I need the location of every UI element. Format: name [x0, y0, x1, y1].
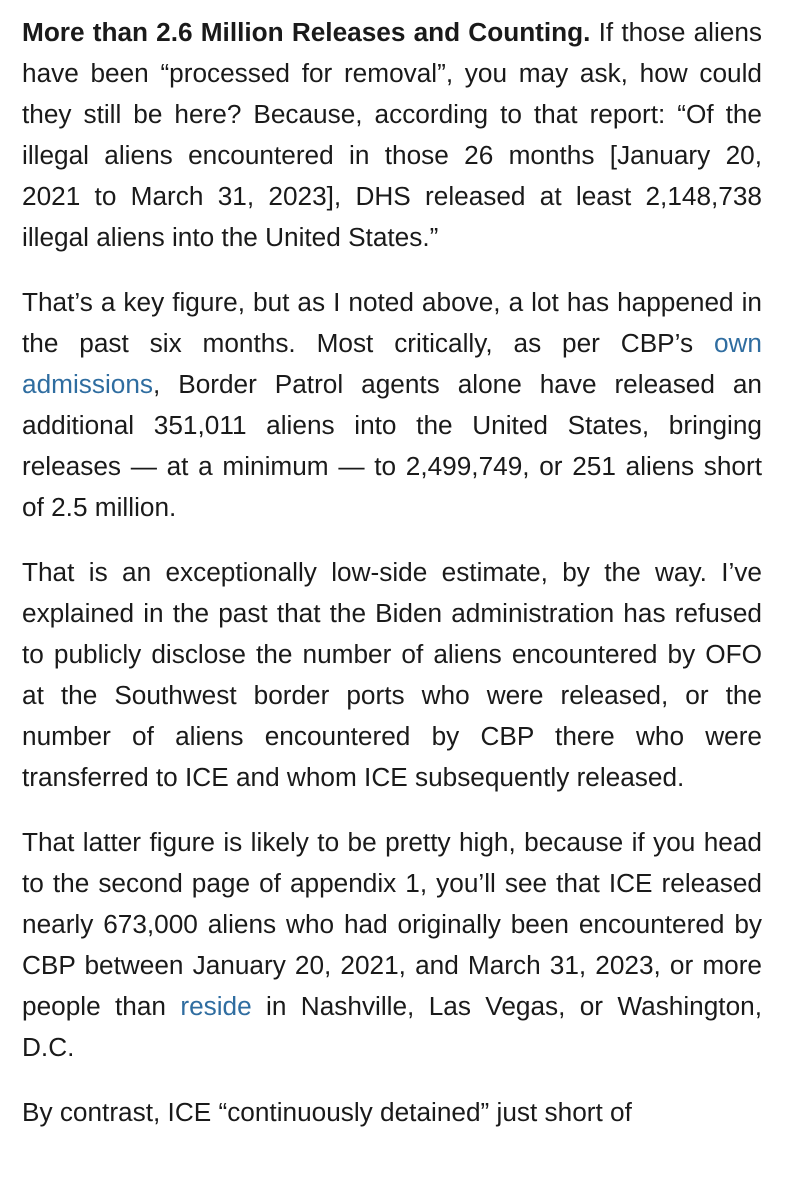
- paragraph-text: If those aliens have been “processed for removal”, you may ask, how could they still be here? Because, according to that report: “Of the illegal aliens encountered in those 26 months [January 20, 2021 to March 31, 2023], DHS released at least 2,148,738 illegal aliens into the United States.”: [22, 17, 762, 252]
- paragraph-text: That’s a key figure, but as I noted above, a lot has happened in the past six months. Most critically, as per CBP’s: [22, 287, 762, 358]
- section-heading: More than 2.6 Million Releases and Counting.: [22, 17, 591, 47]
- paragraph-text: That is an exceptionally low-side estimate, by the way. I’ve explained in the past that the Biden administration has refused to publicly disclose the number of aliens encountered by OFO at the Southwest border ports who were released, or the number of aliens encountered by CBP there who were transferred to ICE and whom ICE subsequently released.: [22, 557, 762, 792]
- paragraph-text: That latter figure is likely to be pretty high, because if you head to the second page of appendix 1, you’ll see that ICE released nearly 673,000 aliens who had originally been encountered by CBP between January 20, 2021, and March 31, 2023, or more people than: [22, 827, 762, 1021]
- paragraph-releases: [22, 12, 762, 258]
- paragraph-text: By contrast, ICE “continuously detained” just short of: [22, 1097, 632, 1127]
- own-admissions-link[interactable]: own admissions: [22, 328, 762, 399]
- article-body: [22, 12, 762, 1157]
- paragraph-low-side-estimate: [22, 552, 762, 798]
- paragraph-key-figure: [22, 282, 762, 528]
- paragraph-latter-figure: [22, 822, 762, 1068]
- paragraph-text: in Nashville, Las Vegas, or Washington, D.C.: [22, 991, 762, 1062]
- paragraph-text: , Border Patrol agents alone have released an additional 351,011 aliens into the United States, bringing releases — at a minimum — to 2,499,749, or 251 aliens short of 2.5 million.: [22, 369, 762, 522]
- paragraph-by-contrast: [22, 1092, 762, 1133]
- reside-link[interactable]: reside: [180, 991, 252, 1021]
